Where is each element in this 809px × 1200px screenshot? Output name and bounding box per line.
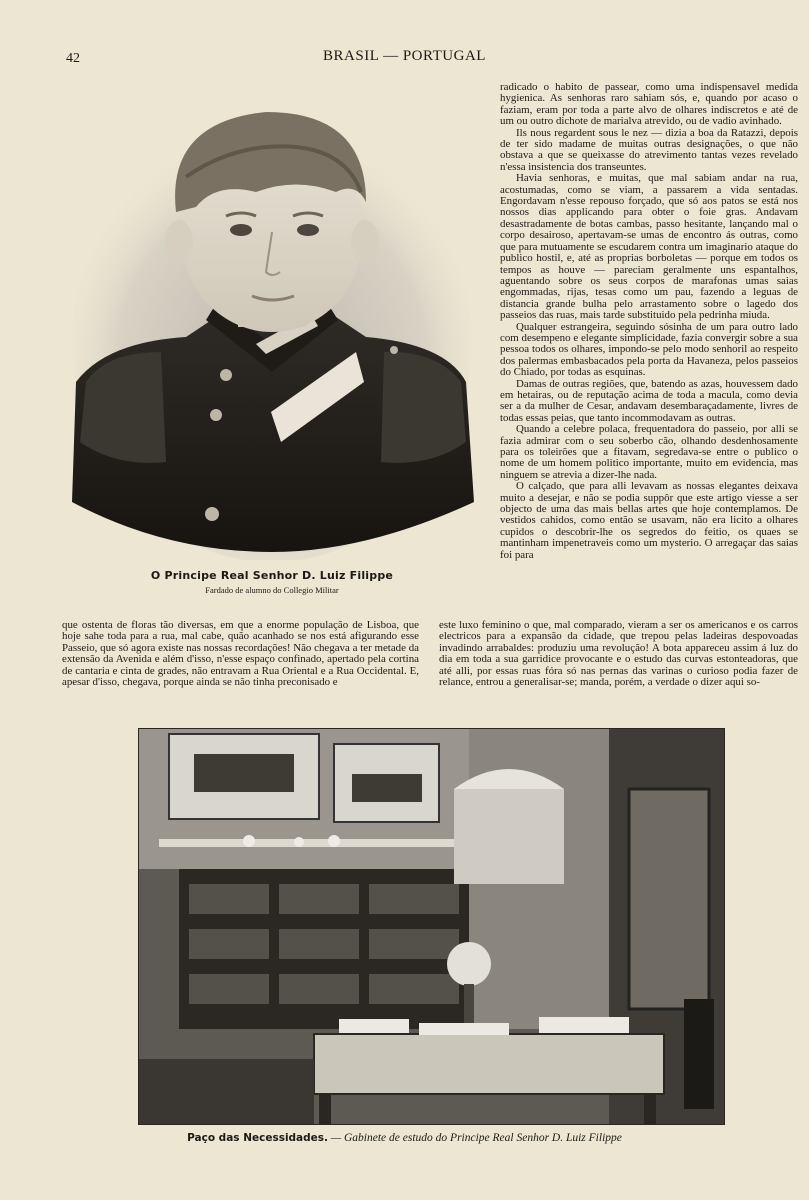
paragraph: Damas de outras regiões, que, batendo as azas, houvessem dado em hetairas, ou de reputação acima de toda a macula, como devia ser a da mulher de Cesar, andavam desembaraçadamente, livres de todas essas peias, que tanto incommodavam as outras. [500, 377, 798, 424]
running-title: BRASIL — PORTUGAL [323, 48, 486, 64]
photo-caption-description: — Gabinete de estudo do Principe Real Senhor D. Luiz Filippe [330, 1132, 622, 1144]
portrait-caption-subtitle: Fardado de alumno do Collegio Militar [205, 585, 339, 595]
paragraph: Qualquer estrangeira, seguindo sósinha de um para outro lado com desempeno e elegante simplicidade, fazia convergir sobre a sua pessoa todos os olhares, impondo-se pelo modo senhoril ao respeito dos palermas embasbacados pela porta da Havaneza, pelos passeios do Chiado, por todas as esquinas. [500, 320, 798, 379]
portrait-caption-title: O Principe Real Senhor D. Luiz Filippe [150, 569, 394, 582]
bottom-right-text [439, 620, 798, 688]
paragraph: este luxo feminino o que, mal comparado, vieram a ser os americanos e os carros electricos para a expansão da cidade, que trepou pelas ladeiras despovoadas invadindo arrabaldes: produziu uma revolução! A bota appareceu assim á luz do dia em toda a sua garridice provocante e o estudo das curvas estonteadoras, que até alli, por essas ruas fóra só nas pernas das varinas o curioso podia fazer de relance, entrou a generalisar-se; manda, porém, a verdade o dizer aqui so- [439, 619, 798, 689]
paragraph: Ils nous regardent sous le nez — dizia a boa da Ratazzi, depois de ter sido madame de muitas outras designações, o que não obstava a que se queixasse do atrevimento tantas vezes revelado n'essa insistencia dos transeuntes. [500, 126, 798, 173]
photo-caption-place: Paço das Necessidades. [187, 1132, 329, 1144]
bottom-left-text [62, 620, 419, 688]
portrait-engraving [66, 82, 478, 560]
paragraph: que ostenta de floras tão diversas, em que a enorme população de Lisboa, que hoje sahe toda para a rua, mal cabe, quão acanhado se nos está afigurando esse Passeio, que só agora existe nas nossas recordações! Não chegava a ter metade da extensão da Avenida e além d'isso, n'esse espaço confinado, apertado pela cortina de cantaria e cinta de grades, não entravam a Rua Oriental e a Rua Occidental. E, apesar d'isso, chegava, porque ainda se não tinha preconisado e [62, 619, 419, 689]
study-room-photograph [138, 728, 725, 1125]
right-column-text [500, 82, 798, 561]
paragraph: O calçado, que para alli levavam as nossas elegantes deixava muito a desejar, e não se podia suppôr que este artigo viesse a ser objecto de uma das mais bellas artes que hoje contemplamos. De vestidos cahidos, como então se usavam, não era licito a olhares cupidos o descobrir-lhe os segredos do feitio, os quaes se mantinham impenetraveis como um mysterio. O arregaçar das saias foi para [500, 480, 798, 561]
photo-caption [0, 1132, 809, 1144]
paragraph: Quando a celebre polaca, frequentadora do passeio, por alli se fazia admirar com o seu soberbo cão, olhando desdenhosamente para os toleirões que a fitavam, segredava-se entre o publico o nome de um homem politico importante, muito em evidencia, mas ninguem se atrevia a dizer-lhe nada. [500, 423, 798, 481]
paragraph: Havia senhoras, e muitas, que mal sabiam andar na rua, acostumadas, como se viam, a passarem a vida sentadas. Engordavam n'esse repouso forçado, que só aos patos se está nos nossos dias applicando para obter o foie gras. Andavam desastradamente de botas cambas, passo hesitante, lançando mal o corpo desairoso, apertavam-se umas de encontro ás outras, como que para mutuamente se escudarem contra um imaginario ataque do publico hostil, e, até as proprias borboletas — porque em todos os tempos as houve — pareciam geralmente uns espantalhos, aguentando sobre os seus corpos de marafonas umas saias engommadas, rijas, tesas como um pau, fazendo a leguas de distancia grande bulha pelo arrastamento sobre o lagedo dos passeios das ruas, mais tarde substituido pela pedrinha miuda. [500, 172, 798, 322]
paragraph: radicado o habito de passear, como uma indispensavel medida hygienica. As senhoras raro sahiam sós, e, quando por acaso o faziam, eram por toda a parte alvo de olhares indiscretos e até de um ou outro dichote de marialva atrevido, ou de vadio avinhado. [500, 81, 798, 128]
page-number: 42 [66, 51, 80, 66]
